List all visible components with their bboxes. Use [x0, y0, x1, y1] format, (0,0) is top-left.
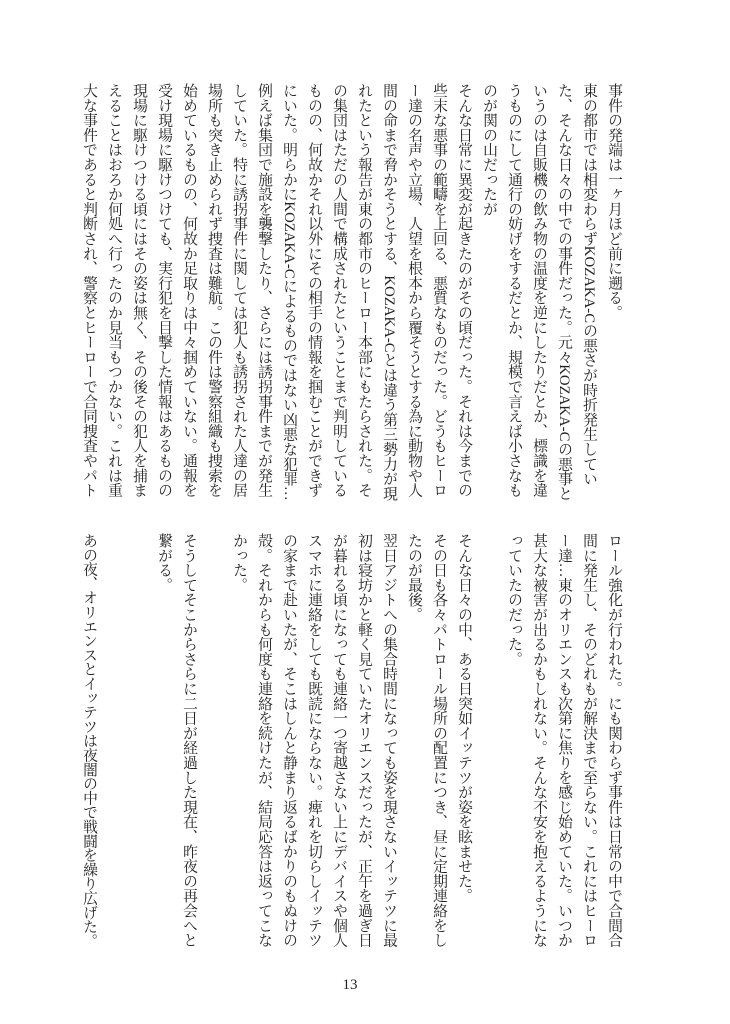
text-column: 初は寝坊かと軽く見ていたオリエンスだったが、正午を過ぎ日	[356, 533, 372, 948]
text-column: 受け現場に駆けつけても、実行犯を目撃した情報はあるものの	[156, 83, 172, 498]
page-number: 13	[342, 977, 358, 993]
text-column: ー達の名声や立場、人望を根本から覆そうとする為に動物や人	[406, 83, 422, 498]
text-column: していた。特に誘拐事件に関しては犯人も誘拐された人達の居	[231, 83, 247, 498]
text-column: 繋がる。	[156, 533, 172, 593]
text-column: 場所も突き止められず捜査は難航。この件は警察組織も捜索を	[206, 83, 222, 498]
text-column: ロール強化が行われた。にも関わらず事件は日常の中で合間合	[606, 533, 622, 948]
text-column: のが関の山だったが	[481, 83, 497, 217]
text-column: 東の都市では相変わらずKOZAKA-Cの悪さが時折発生してい	[581, 83, 597, 486]
text-column: そうしてそこからさらに二日が経過した現在、昨夜の再会へと	[181, 533, 197, 948]
text-column: ー達…東のオリエンスも次第に焦りを感じ始めていた。いつか	[556, 533, 572, 948]
text-column: スマホに連絡をしても既読にならない。痺れを切らしイッテツ	[306, 533, 322, 948]
text-column: たのが最後。	[406, 533, 422, 622]
text-column: 殻。それからも何度も連絡を続けたが、結局応答は返ってこな	[256, 533, 272, 948]
text-column: ものの、何故かそれ以外にその相手の情報を掴むことができず	[306, 83, 322, 498]
text-column: そんな日々の中、ある日突如イッテツが姿を眩ませた。	[456, 533, 472, 903]
text-column: れたという報告が東の都市のヒーロー本部にもたらされた。そ	[356, 83, 372, 498]
text-column: 例えば集団で施設を襲撃したり、さらには誘拐事件までが発生	[256, 83, 272, 498]
text-column: いうのは自販機の飲み物の温度を逆にしたりだとか、標識を違	[531, 83, 547, 498]
text-column: 些末な悪事の範疇を上回る、悪質なものだった。どうもヒーロ	[431, 83, 447, 498]
text-column: 間に発生し、そのどれもが解決まで至らない。これにはヒーロ	[581, 533, 597, 948]
blank-column	[476, 533, 501, 949]
blank-column	[126, 533, 151, 949]
text-column: かった。	[231, 533, 247, 593]
text-column: あの夜、オリエンスとイッテツは夜闇の中で戦闘を繰り広げた。	[81, 533, 97, 948]
text-column: が暮れる頃になっても連絡一つ寄越さない上にデバイスや個人	[331, 533, 347, 948]
upper-text-block	[76, 83, 626, 499]
text-column: えることはおろか何処へ行ったのか見当もつかない。これは重	[106, 83, 122, 498]
text-column: 始めているものの、何故か足取りは中々掴めていない。通報を	[181, 83, 197, 498]
text-column: の集団はただの人間で構成されたということまで判明している	[331, 83, 347, 498]
text-column: っていたのだった。	[506, 533, 522, 667]
text-column: 大な事件であると判断され、警察とヒーローで合同捜査やパト	[81, 83, 97, 498]
blank-column	[101, 533, 126, 949]
blank-column	[201, 533, 226, 949]
text-column: 翌日アジトへの集合時間になっても姿を現さないイッテツに最	[381, 533, 397, 948]
text-column: 甚大な被害が出るかもしれない。そんな不安を抱えるようにな	[531, 533, 547, 948]
text-column: 事件の発端は一ヶ月ほど前に遡る。	[606, 83, 622, 320]
lower-text-block	[76, 533, 626, 949]
text-column: にいた。明らかにKOZAKA-Cによるものではない凶悪な犯罪…	[281, 83, 297, 501]
text-column: うものにして通行の妨げをするだとか、規模で言えば小さなも	[506, 83, 522, 498]
text-column: 現場に駆けつける頃にはその姿は無く、その後その犯人を捕ま	[131, 83, 147, 498]
text-column: た、そんな日々の中での事件だった。元々KOZAKA-Cの悪事と	[556, 83, 572, 501]
text-column: その日も各々パトロール場所の配置につき、昼に定期連絡をし	[431, 533, 447, 948]
text-column: そんな日常に異変が起きたのがその頃だった。それは今までの	[456, 83, 472, 498]
text-column: 間の命まで脅かそうとする、KOZAKA-Cとは違う第三勢力が現	[381, 83, 397, 501]
text-column: の家まで赴いたが、そこはしんと静まり返るばかりのもぬけの	[281, 533, 297, 948]
